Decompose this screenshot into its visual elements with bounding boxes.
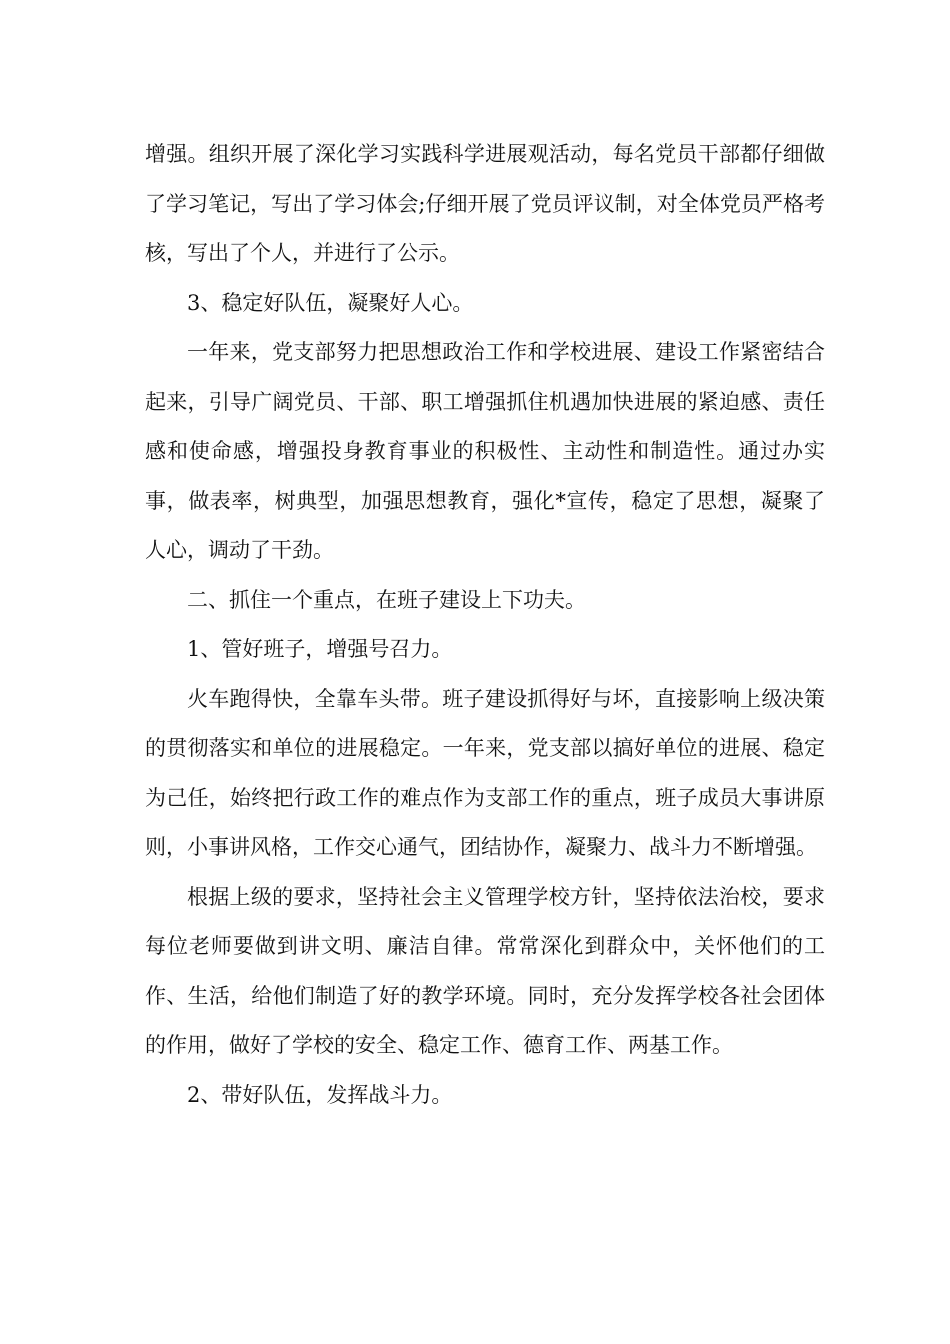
- paragraph-heading-lead-team: 2、带好队伍，发挥战斗力。: [187, 1082, 453, 1107]
- paragraph-school-management: 根据上级的要求，坚持社会主义管理学校方针，坚持依法治校，要求每位老师要做到讲文明、廉洁自律。常常深化到群众中，关怀他们的工作、生活，给他们制造了好的教学环境。同时，充分发挥学校各社会团体的作用，做好了学校的安全、稳定工作、德育工作、两基工作。: [145, 884, 825, 1057]
- paragraph-ideological-work: 一年来，党支部努力把思想政治工作和学校进展、建设工作紧密结合起来，引导广阔党员、干部、职工增强抓住机遇加快进展的紧迫感、责任感和使命感，增强投身教育事业的积极性、主动性和制造性。通过办实事，做表率，树典型，加强思想教育，强化*宣传，稳定了思想，凝聚了人心，调动了干劲。: [145, 340, 825, 562]
- paragraph-leadership-building: 火车跑得快，全靠车头带。班子建设抓得好与坏，直接影响上级决策的贯彻落实和单位的进展稳定。一年来，党支部以搞好单位的进展、稳定为己任，始终把行政工作的难点作为支部工作的重点，班子成员大事讲原则，小事讲风格，工作交心通气，团结协作，凝聚力、战斗力不断增强。: [145, 686, 825, 859]
- document-body: [145, 130, 825, 1120]
- paragraph-continuation: 增强。组织开展了深化学习实践科学进展观活动，每名党员干部都仔细做了学习笔记，写出了学习体会;仔细开展了党员评议制，对全体党员严格考核，写出了个人，并进行了公示。: [145, 142, 825, 265]
- paragraph-heading-manage-leadership: 1、管好班子，增强号召力。: [187, 637, 453, 661]
- paragraph-heading-stabilize-team: 3、稳定好队伍，凝聚好人心。: [187, 290, 474, 315]
- paragraph-section-two-heading: 二、抓住一个重点，在班子建设上下功夫。: [187, 587, 586, 612]
